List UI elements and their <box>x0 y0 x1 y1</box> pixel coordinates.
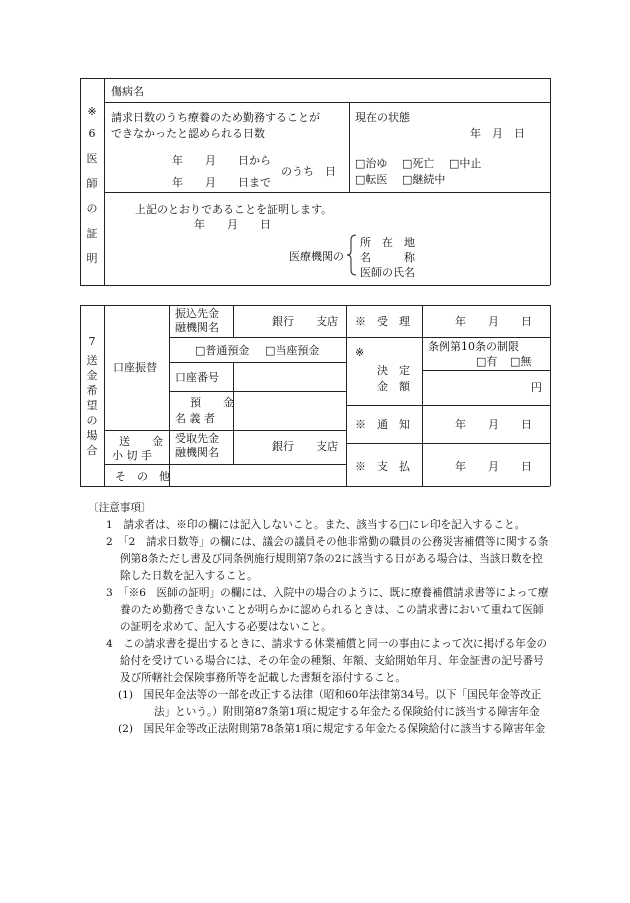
account-number-label: 口座番号 <box>175 371 219 384</box>
payment-date: 年 月 日 <box>455 460 532 473</box>
status-date: 年 月 日 <box>470 127 525 140</box>
deposit-type-current[interactable]: □当座預金 <box>265 344 320 357</box>
period-to: 年 月 日まで <box>172 176 271 189</box>
status-option-cured[interactable]: □治ゆ <box>355 157 388 170</box>
receipt-label: ※ 受 理 <box>355 315 410 328</box>
depositor-label-line2: 名 義 者 <box>175 412 215 425</box>
doctor-name-label: 医師の氏名 <box>360 266 415 279</box>
note-item: 1 請求者は、※印の欄には記入しないこと。また、該当する□にレ印を記入すること。 <box>106 519 526 531</box>
notes-section <box>88 500 552 738</box>
check-label-line2: 小 切 手 <box>112 449 152 462</box>
note-subitem: (2) 国民年金等改正法附則第78条第1項に規定する年金たる保険給付に該当する障害年金 <box>118 723 546 735</box>
restriction-yes[interactable]: □有 <box>476 355 498 368</box>
institution-name-label: 名 称 <box>360 251 415 264</box>
decision-label-line1: 決 定 <box>377 364 410 377</box>
decision-mark: ※ <box>355 346 365 359</box>
within-days-label: のうち 日 <box>281 165 336 178</box>
institution-address-label: 所 在 地 <box>360 236 415 249</box>
receiver-bank-branch: 銀行 支店 <box>272 440 338 453</box>
transfer-bank-label-line1: 振込先金 <box>175 307 219 320</box>
other-label: そ の 他 <box>115 470 170 483</box>
receiver-bank-label-line2: 融機関名 <box>175 446 219 459</box>
decision-label-line2: 金 額 <box>377 380 410 393</box>
account-transfer-label: 口座振替 <box>113 361 157 374</box>
current-status-label: 現在の状態 <box>355 111 410 124</box>
receipt-date: 年 月 日 <box>455 315 532 328</box>
notes-heading: 〔注意事項〕 <box>88 502 152 514</box>
notify-label: ※ 通 知 <box>355 418 410 431</box>
yen-unit: 円 <box>531 381 542 394</box>
check-label-line1: 送 金 <box>119 435 163 448</box>
depositor-label-line1: 預 金 <box>190 396 234 409</box>
status-option-discontinued[interactable]: □中止 <box>449 157 482 170</box>
status-option-died[interactable]: □死亡 <box>402 157 435 170</box>
certify-statement: 上記のとおりであることを証明します。 <box>135 203 333 216</box>
disease-name-label: 傷病名 <box>111 85 144 98</box>
notify-date: 年 月 日 <box>455 418 532 431</box>
status-option-transfer[interactable]: □転医 <box>355 173 388 186</box>
transfer-bank-label-line2: 融機関名 <box>175 321 219 334</box>
note-item: 2 「2 請求日数等」の欄には、議会の議員その他非常勤の職員の公務災害補償等に関する条例第8条ただし書及び同条例施行規則第7条の2に該当する日がある場合は、当該日数を控除した日数を記入すること。 <box>106 536 549 582</box>
transfer-bank-branch: 銀行 支店 <box>272 315 338 328</box>
brace-icon <box>346 234 358 276</box>
restriction-no[interactable]: □無 <box>510 355 532 368</box>
note-subitem: (1) 国民年金法等の一部を改正する法律（昭和60年法律第34号。以下「国民年金等改正法」という。）附則第87条第1項に規定する年金たる保険給付に該当する障害年金 <box>118 689 542 718</box>
note-item: 3 「※6 医師の証明」の欄には、入院中の場合のように、既に療養補償請求書等によって療養のため勤務できないことが明らかに認められるときは、この請求書において重ねて医師の証明を求めて、記入する必要はないこと。 <box>106 587 549 633</box>
payment-label: ※ 支 払 <box>355 460 410 473</box>
days-label-line1: 請求日数のうち療養のため勤務することが <box>111 111 320 124</box>
receiver-bank-label-line1: 受取先金 <box>175 432 219 445</box>
period-from: 年 月 日から <box>172 154 271 167</box>
deposit-type-ordinary[interactable]: □普通預金 <box>195 344 250 357</box>
status-option-continuing[interactable]: □継続中 <box>402 173 446 186</box>
restriction-label: 条例第10条の制限 <box>428 340 519 353</box>
days-label-line2: できなかったと認められる日数 <box>111 127 265 140</box>
institution-label: 医療機関の <box>289 250 344 263</box>
note-item: 4 この請求書を提出するときに、請求する休業補償と同一の事由によって次に掲げる年金の給付を受けている場合には、その年金の種類、年額、支給開始年月、年金証書の記号番号及び所轄社会保険事務所等を記載した書類を添付すること。 <box>106 638 548 684</box>
certify-date: 年 月 日 <box>194 218 271 231</box>
